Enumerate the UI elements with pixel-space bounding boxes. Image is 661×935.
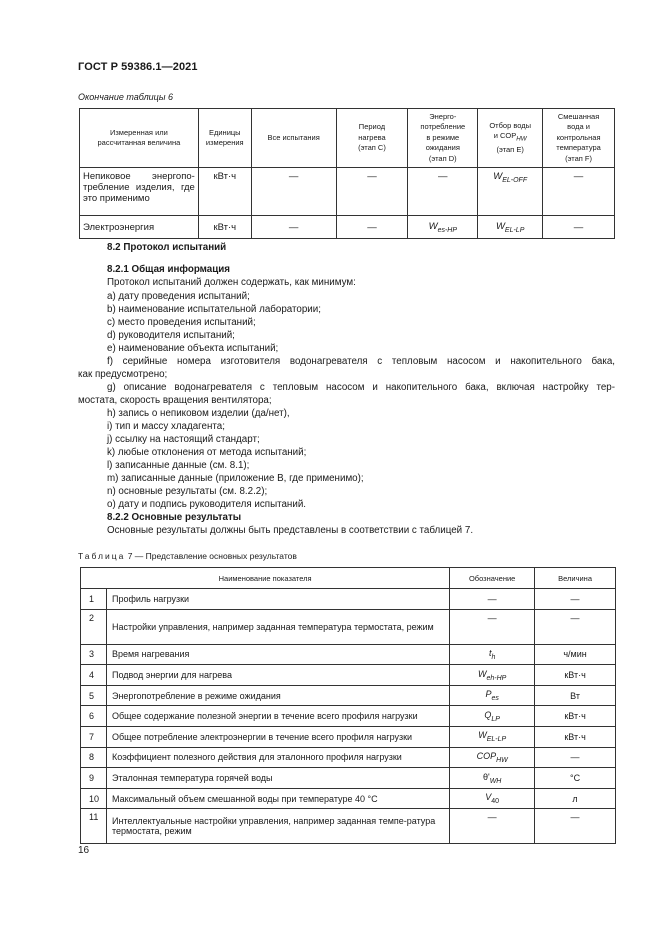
row-designation: $t_h$ xyxy=(450,644,535,665)
list-item: b) наименование испытательной лаборатории; xyxy=(107,303,321,315)
row-designation: — xyxy=(450,809,535,844)
row-value: кВт·ч xyxy=(535,706,616,727)
row-name: Непиковое энергопо- требление изделия, где это применимо xyxy=(80,168,199,216)
row-number: 3 xyxy=(81,644,107,665)
row-number: 11 xyxy=(81,809,107,844)
results-text: Основные результаты должны быть представлены в соответствии с таблицей 7. xyxy=(107,525,474,536)
row-number: 4 xyxy=(81,665,107,686)
table-7 xyxy=(80,567,616,844)
row-all: — xyxy=(251,168,336,216)
row-period-d: $W_{es-HP}$ xyxy=(408,216,478,239)
table-header-row xyxy=(81,568,616,589)
row-name: Время нагревания xyxy=(106,644,449,665)
table-row xyxy=(81,788,616,809)
row-designation: $Q_{LP}$ xyxy=(450,706,535,727)
table-row xyxy=(81,747,616,768)
row-number: 9 xyxy=(81,768,107,789)
list-item: j) ссылку на настоящий стандарт; xyxy=(107,433,260,445)
row-unit: кВт·ч xyxy=(198,216,251,239)
row-value: ч/мин xyxy=(535,644,616,665)
section-heading-8-2-1: 8.2.1 Общая информация xyxy=(107,264,231,275)
row-name: Эталонная температура горячей воды xyxy=(106,768,449,789)
row-name: Профиль нагрузки xyxy=(106,589,449,610)
header-period-c: Период нагрева (этап С) xyxy=(336,109,408,168)
list-item: o) дату и подпись руководителя испытаний. xyxy=(107,498,307,510)
table-row xyxy=(81,644,616,665)
list-item: i) тип и массу хладагента; xyxy=(107,420,225,432)
row-designation: $COP_{HW}$ xyxy=(450,747,535,768)
row-number: 2 xyxy=(81,609,107,644)
list-item: h) запись о непиковом изделии (да/нет), xyxy=(107,407,290,419)
header-period-f: Смешанная вода и контрольная температура (этап F) xyxy=(543,109,615,168)
list-item: e) наименование объекта испытаний; xyxy=(107,342,279,354)
row-period-e: $W_{EL-LP}$ xyxy=(478,216,543,239)
header-value: Величина xyxy=(535,568,616,589)
list-item-continuation: мостата, скорость вращения вентилятора; xyxy=(78,394,272,406)
list-item: d) руководителя испытаний; xyxy=(107,329,235,341)
list-item-continuation: как предусмотрено; xyxy=(78,368,168,380)
table-row xyxy=(81,589,616,610)
table-row xyxy=(81,665,616,686)
header-units: Единицы измерения xyxy=(198,109,251,168)
header-indicator-name: Наименование показателя xyxy=(81,568,450,589)
row-number: 8 xyxy=(81,747,107,768)
table-row xyxy=(80,216,615,239)
row-designation: — xyxy=(450,589,535,610)
row-name: Настройки управления, например заданная температура термостата, режим xyxy=(106,609,449,644)
row-value: кВт·ч xyxy=(535,726,616,747)
page-number: 16 xyxy=(78,845,90,856)
row-value: Вт xyxy=(535,685,616,706)
row-designation: $W_{EL-LP}$ xyxy=(450,726,535,747)
list-item: g) описание водонагревателя с тепловым насосом и накопительного бака, включая настройку тер- xyxy=(107,381,615,393)
row-designation: $W_{eh-HP}$ xyxy=(450,665,535,686)
table-row xyxy=(80,168,615,216)
table-row xyxy=(81,609,616,644)
row-number: 7 xyxy=(81,726,107,747)
row-value: кВт·ч xyxy=(535,665,616,686)
header-all-tests: Все испытания xyxy=(251,109,336,168)
table-row xyxy=(81,768,616,789)
section-heading-8-2: 8.2 Протокол испытаний xyxy=(107,242,227,253)
row-name: Энергопотребление в режиме ожидания xyxy=(106,685,449,706)
row-all: — xyxy=(251,216,336,239)
row-designation: $V_{40}$ xyxy=(450,788,535,809)
list-item: c) место проведения испытаний; xyxy=(107,316,256,328)
table-header-row xyxy=(80,109,615,168)
header-quantity: Измеренная или рассчитанная величина xyxy=(80,109,199,168)
table-7-caption: Таблица 7 — Представление основных результатов xyxy=(78,551,297,561)
row-name: Электроэнергия xyxy=(80,216,199,239)
row-number: 1 xyxy=(81,589,107,610)
row-value: °C xyxy=(535,768,616,789)
list-item: f) серийные номера изготовителя водонагревателя с тепловым насосом и накопительного бака, xyxy=(107,355,615,367)
row-value: — xyxy=(535,589,616,610)
table-row xyxy=(81,685,616,706)
list-item: n) основные результаты (см. 8.2.2); xyxy=(107,485,268,497)
row-value: л xyxy=(535,788,616,809)
header-period-d: Энерго- потребление в режиме ожидания (этап D) xyxy=(408,109,478,168)
header-designation: Обозначение xyxy=(450,568,535,589)
row-value: — xyxy=(535,609,616,644)
row-name: Коэффициент полезного действия для эталонного профиля нагрузки xyxy=(106,747,449,768)
row-value: — xyxy=(535,809,616,844)
row-number: 5 xyxy=(81,685,107,706)
table-row xyxy=(81,726,616,747)
row-period-f: — xyxy=(543,216,615,239)
row-designation: — xyxy=(450,609,535,644)
row-period-d: — xyxy=(408,168,478,216)
header-period-e: Отбор воды и $COP_{HW}$ (этап E) xyxy=(478,109,543,168)
list-item: l) записанные данные (см. 8.1); xyxy=(107,459,250,471)
table-row xyxy=(81,809,616,844)
row-period-f: — xyxy=(543,168,615,216)
row-unit: кВт·ч xyxy=(198,168,251,216)
table-continuation-caption: Окончание таблицы 6 xyxy=(78,92,173,102)
list-item: k) любые отклонения от метода испытаний; xyxy=(107,446,307,458)
row-number: 6 xyxy=(81,706,107,727)
intro-text: Протокол испытаний должен содержать, как минимум: xyxy=(107,277,356,288)
list-item: a) дату проведения испытаний; xyxy=(107,290,250,302)
row-name: Общее содержание полезной энергии в течение всего профиля нагрузки xyxy=(106,706,449,727)
row-period-c: — xyxy=(336,168,408,216)
list-item: m) записанные данные (приложение B, где применимо); xyxy=(107,472,364,484)
table-row xyxy=(81,706,616,727)
row-number: 10 xyxy=(81,788,107,809)
row-name: Интеллектуальные настройки управления, например заданная темпе-ратура термостата, режим xyxy=(106,809,449,844)
row-name: Максимальный объем смешанной воды при температуре 40 °C xyxy=(106,788,449,809)
document-header: ГОСТ Р 59386.1—2021 xyxy=(78,61,198,73)
row-period-e: $W_{EL-OFF}$ xyxy=(478,168,543,216)
row-designation: $P_{es}$ xyxy=(450,685,535,706)
row-name: Общее потребление электроэнергии в течение всего профиля нагрузки xyxy=(106,726,449,747)
row-value: — xyxy=(535,747,616,768)
table-6 xyxy=(79,108,615,239)
section-heading-8-2-2: 8.2.2 Основные результаты xyxy=(107,511,242,523)
row-designation: $\theta'_{WH}$ xyxy=(450,768,535,789)
row-name: Подвод энергии для нагрева xyxy=(106,665,449,686)
row-period-c: — xyxy=(336,216,408,239)
